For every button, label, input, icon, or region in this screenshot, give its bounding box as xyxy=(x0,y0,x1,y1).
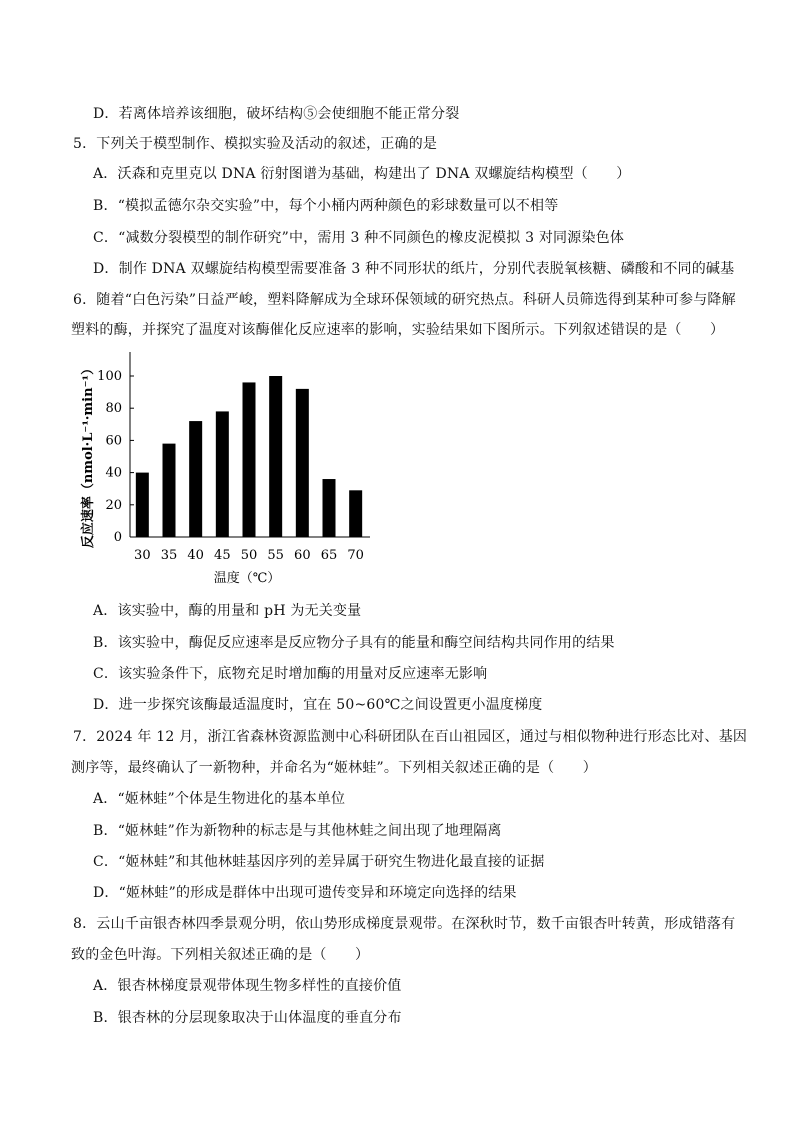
option-8b: B．银杏林的分层现象取决于山体温度的垂直分布 xyxy=(93,1010,402,1026)
y-tick-label: 60 xyxy=(105,433,122,449)
option-6d: D．进一步探究该酶最适温度时，宜在 50~60℃之间设置更小温度梯度 xyxy=(93,697,543,713)
x-tick-label: 40 xyxy=(187,548,204,563)
bar-45 xyxy=(216,411,229,537)
bar-55 xyxy=(269,376,282,537)
bar-40 xyxy=(189,421,202,537)
y-tick-label: 0 xyxy=(113,530,122,545)
y-tick-label: 40 xyxy=(105,465,122,481)
temperature-rate-bar-chart xyxy=(70,340,390,588)
chart-bars xyxy=(136,376,362,537)
x-tick-label: 45 xyxy=(214,548,231,563)
question-6-stem-line1: 6．随着“白色污染”日益严峻，塑料降解成为全球环保领域的研究热点。科研人员筛选得到某种可参与降解 xyxy=(73,292,736,308)
x-tick-label: 60 xyxy=(294,548,311,563)
question-7-stem-line2: 测序等，最终确认了一新物种，并命名为“姬林蛙”。下列相关叙述正确的是（ ） xyxy=(71,760,597,776)
y-tick-label: 80 xyxy=(105,401,122,417)
bar-60 xyxy=(296,389,309,537)
x-tick-label: 70 xyxy=(347,548,364,563)
option-6b: B．该实验中，酶促反应速率是反应物分子具有的能量和酶空间结构共同作用的结果 xyxy=(93,635,615,651)
option-5c: C．“减数分裂模型的制作研究”中，需用 3 种不同颜色的橡皮泥模拟 3 对同源染色体 xyxy=(93,230,625,246)
y-tick-label: 100 xyxy=(97,369,122,384)
option-6a: A．该实验中，酶的用量和 pH 为无关变量 xyxy=(93,603,362,619)
option-7c: C．“姬林蛙”和其他林蛙基因序列的差异属于研究生物进化最直接的证据 xyxy=(93,854,545,870)
y-axis-label: 反应速率（nmol·L⁻¹·min⁻¹） xyxy=(81,361,96,549)
x-tick-label: 65 xyxy=(320,548,338,563)
x-tick-label: 35 xyxy=(160,548,178,563)
bar-35 xyxy=(163,444,176,537)
option-7a: A．“姬林蛙”个体是生物进化的基本单位 xyxy=(93,791,346,807)
option-5d: D．制作 DNA 双螺旋结构模型需要准备 3 种不同形状的纸片，分别代表脱氧核糖、磷酸和不同的碱基 xyxy=(93,261,735,277)
question-7-stem-line1: 7．2024 年 12 月，浙江省森林资源监测中心科研团队在百山祖园区，通过与相似物种进行形态比对、基因 xyxy=(73,729,748,745)
bar-65 xyxy=(323,479,336,537)
option-4d: D．若离体培养该细胞，破坏结构⑤会使细胞不能正常分裂 xyxy=(93,106,460,122)
question-8-stem-line2: 致的金色叶海。下列相关叙述正确的是（ ） xyxy=(71,947,370,963)
x-axis-label: 温度（℃） xyxy=(213,571,281,586)
bar-70 xyxy=(349,490,362,537)
option-8a: A．银杏林梯度景观带体现生物多样性的直接价值 xyxy=(93,978,402,994)
question-6-stem-line2: 塑料的酶，并探究了温度对该酶催化反应速率的影响，实验结果如下图所示。下列叙述错误的是（ ） xyxy=(71,322,725,338)
bar-30 xyxy=(136,473,149,537)
y-tick-labels xyxy=(97,369,122,545)
option-7d: D．“姬林蛙”的形成是群体中出现可遗传变异和环境定向选择的结果 xyxy=(93,885,517,901)
option-5b: B．“模拟孟德尔杂交实验”中，每个小桶内两种颜色的彩球数量可以不相等 xyxy=(93,198,559,214)
question-5-stem: 5．下列关于模型制作、模拟实验及活动的叙述，正确的是 xyxy=(73,136,438,152)
option-7b: B．“姬林蛙”作为新物种的标志是与其他林蛙之间出现了地理隔离 xyxy=(93,823,502,839)
option-6c: C．该实验条件下，底物充足时增加酶的用量对反应速率无影响 xyxy=(93,666,488,682)
x-tick-label: 50 xyxy=(240,548,258,563)
option-5a: A．沃森和克里克以 DNA 衍射图谱为基础，构建出了 DNA 双螺旋结构模型（ ） xyxy=(93,166,631,182)
bar-50 xyxy=(243,382,256,537)
x-tick-label: 30 xyxy=(134,548,151,563)
x-tick-label: 55 xyxy=(267,548,284,563)
question-8-stem-line1: 8．云山千亩银杏林四季景观分明，依山势形成梯度景观带。在深秋时节，数千亩银杏叶转黄，形成错落有 xyxy=(73,916,736,932)
y-tick-label: 20 xyxy=(105,497,122,513)
x-tick-labels xyxy=(134,548,364,563)
